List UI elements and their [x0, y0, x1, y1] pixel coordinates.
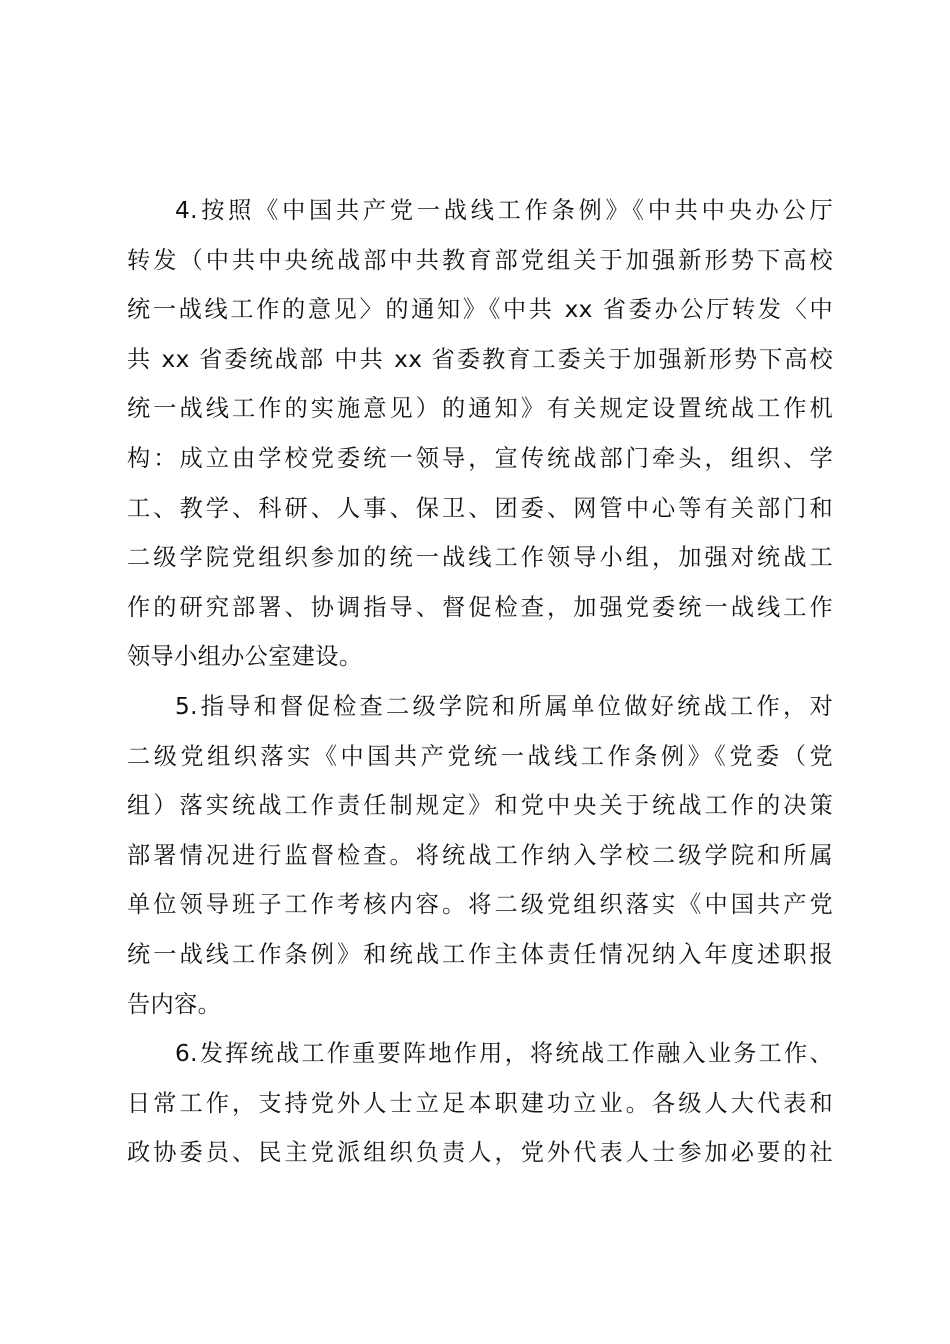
text-line: 共 xx 省委统战部 中共 xx 省委教育工委关于加强新形势下高校	[127, 345, 833, 373]
paragraph-item-6	[127, 1029, 833, 1178]
text-line: 统一战线工作的意见〉的通知》《中共 xx 省委办公厅转发〈中	[127, 296, 833, 324]
text-line: 政协委员、民主党派组织负责人，党外代表人士参加必要的社	[127, 1139, 833, 1167]
text-line: 构：成立由学校党委统一领导，宣传统战部门牵头，组织、学	[127, 444, 833, 472]
text-line: 统一战线工作的实施意见）的通知》有关规定设置统战工作机	[127, 395, 833, 423]
text-line: 组）落实统战工作责任制规定》和党中央关于统战工作的决策	[127, 792, 833, 820]
text-line: 转发（中共中央统战部中共教育部党组关于加强新形势下高校	[127, 246, 833, 274]
text-line: 日常工作，支持党外人士立足本职建功立业。各级人大代表和	[127, 1089, 833, 1117]
text-line: 二级学院党组织参加的统一战线工作领导小组，加强对统战工	[127, 544, 833, 572]
paragraph-item-4	[127, 186, 833, 682]
text-line: 作的研究部署、协调指导、督促检查，加强党委统一战线工作	[127, 593, 833, 621]
paragraph-item-5	[127, 682, 833, 1029]
text-line: 6.发挥统战工作重要阵地作用，将统战工作融入业务工作、	[175, 1040, 833, 1068]
text-line: 告内容。	[127, 990, 222, 1018]
text-line: 统一战线工作条例》和统战工作主体责任情况纳入年度述职报	[127, 940, 833, 968]
text-line: 单位领导班子工作考核内容。将二级党组织落实《中国共产党	[127, 891, 833, 919]
text-line: 二级党组织落实《中国共产党统一战线工作条例》《党委（党	[127, 742, 833, 770]
text-line: 领导小组办公室建设。	[127, 643, 363, 671]
document-page	[127, 186, 833, 1178]
text-line: 工、教学、科研、人事、保卫、团委、网管中心等有关部门和	[127, 494, 833, 522]
text-line: 部署情况进行监督检查。将统战工作纳入学校二级学院和所属	[127, 841, 833, 869]
text-line: 5.指导和督促检查二级学院和所属单位做好统战工作，对	[175, 692, 833, 720]
text-line: 4.按照《中国共产党一战线工作条例》《中共中央办公厅	[175, 197, 833, 224]
